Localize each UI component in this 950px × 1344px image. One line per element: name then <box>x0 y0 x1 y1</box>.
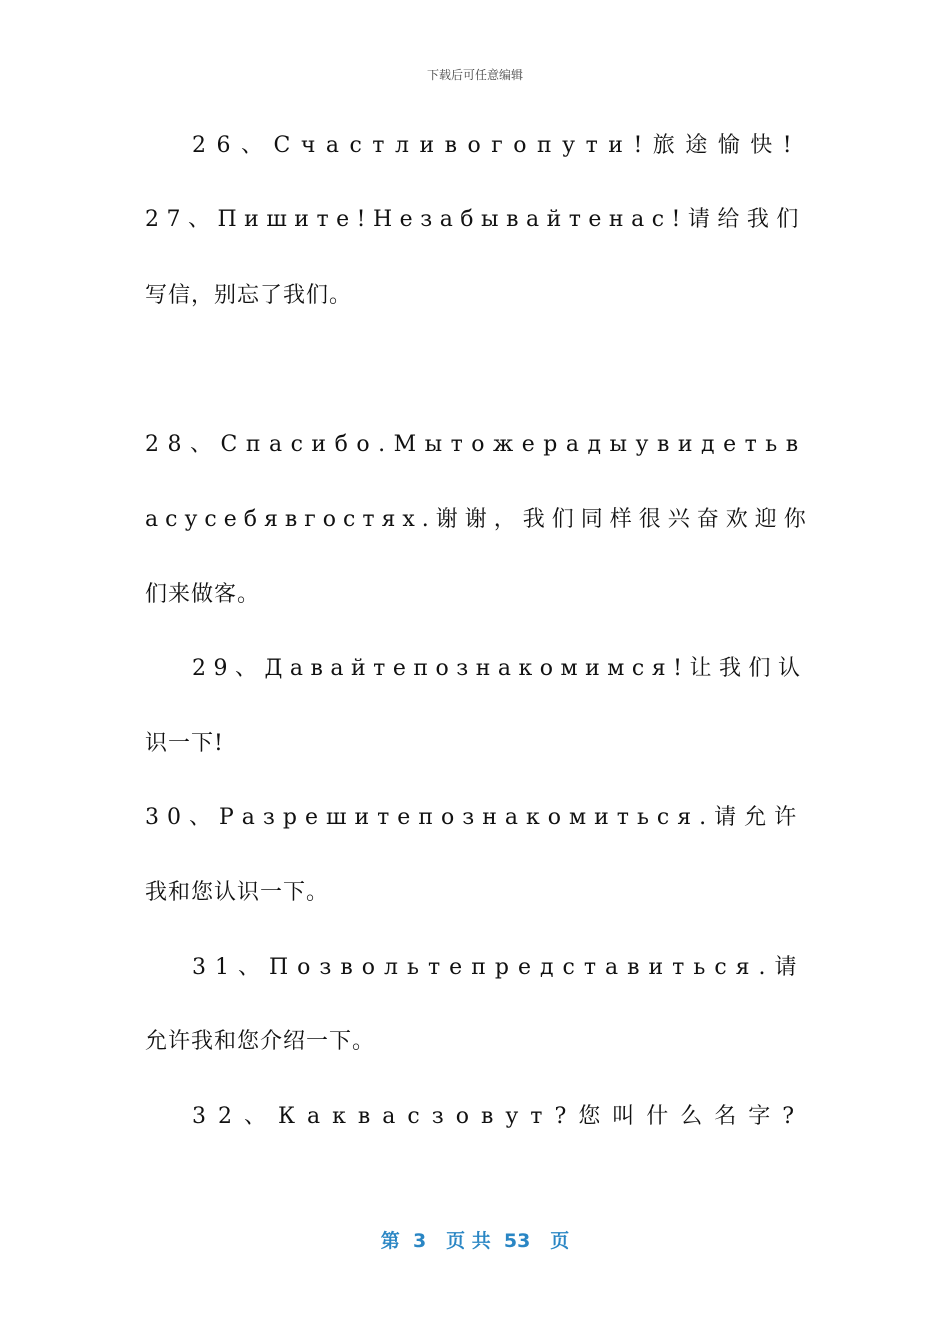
phrase-28-end: 们来做客。 <box>145 582 261 607</box>
phrase-27: 27、Пишите!Незабывайтенас!请给我们 <box>145 207 806 232</box>
phrase-27-continued: 写信，别忘了我们。 <box>145 283 353 308</box>
phrase-31-continued: 允许我和您介绍一下。 <box>145 1029 376 1054</box>
page-footer: 第 3 页 共 53 页 <box>380 1230 570 1252</box>
phrase-28: 28、Спасибо.Мытожерадыувидетьв <box>145 432 807 457</box>
page-header: 下载后可任意编辑 <box>426 68 523 82</box>
phrase-26: 26、Счастливогопути!旅途愉快! <box>192 133 803 158</box>
phrase-28-continued: асусебявгостях.谢谢，我们同样很兴奋欢迎你 <box>145 507 813 532</box>
phrase-30: 30、Разрешитепознакомиться.请允许 <box>145 805 805 830</box>
phrase-31: 31、Позвольтепредставиться.请 <box>192 955 806 980</box>
phrase-30-continued: 我和您认识一下。 <box>145 880 330 905</box>
phrase-29-continued: 识一下! <box>145 731 224 756</box>
phrase-29: 29、Давайтепознакомимся!让我们认 <box>192 656 808 681</box>
phrase-32: 32、Каквасзовут?您叫什么名字? <box>192 1104 807 1129</box>
